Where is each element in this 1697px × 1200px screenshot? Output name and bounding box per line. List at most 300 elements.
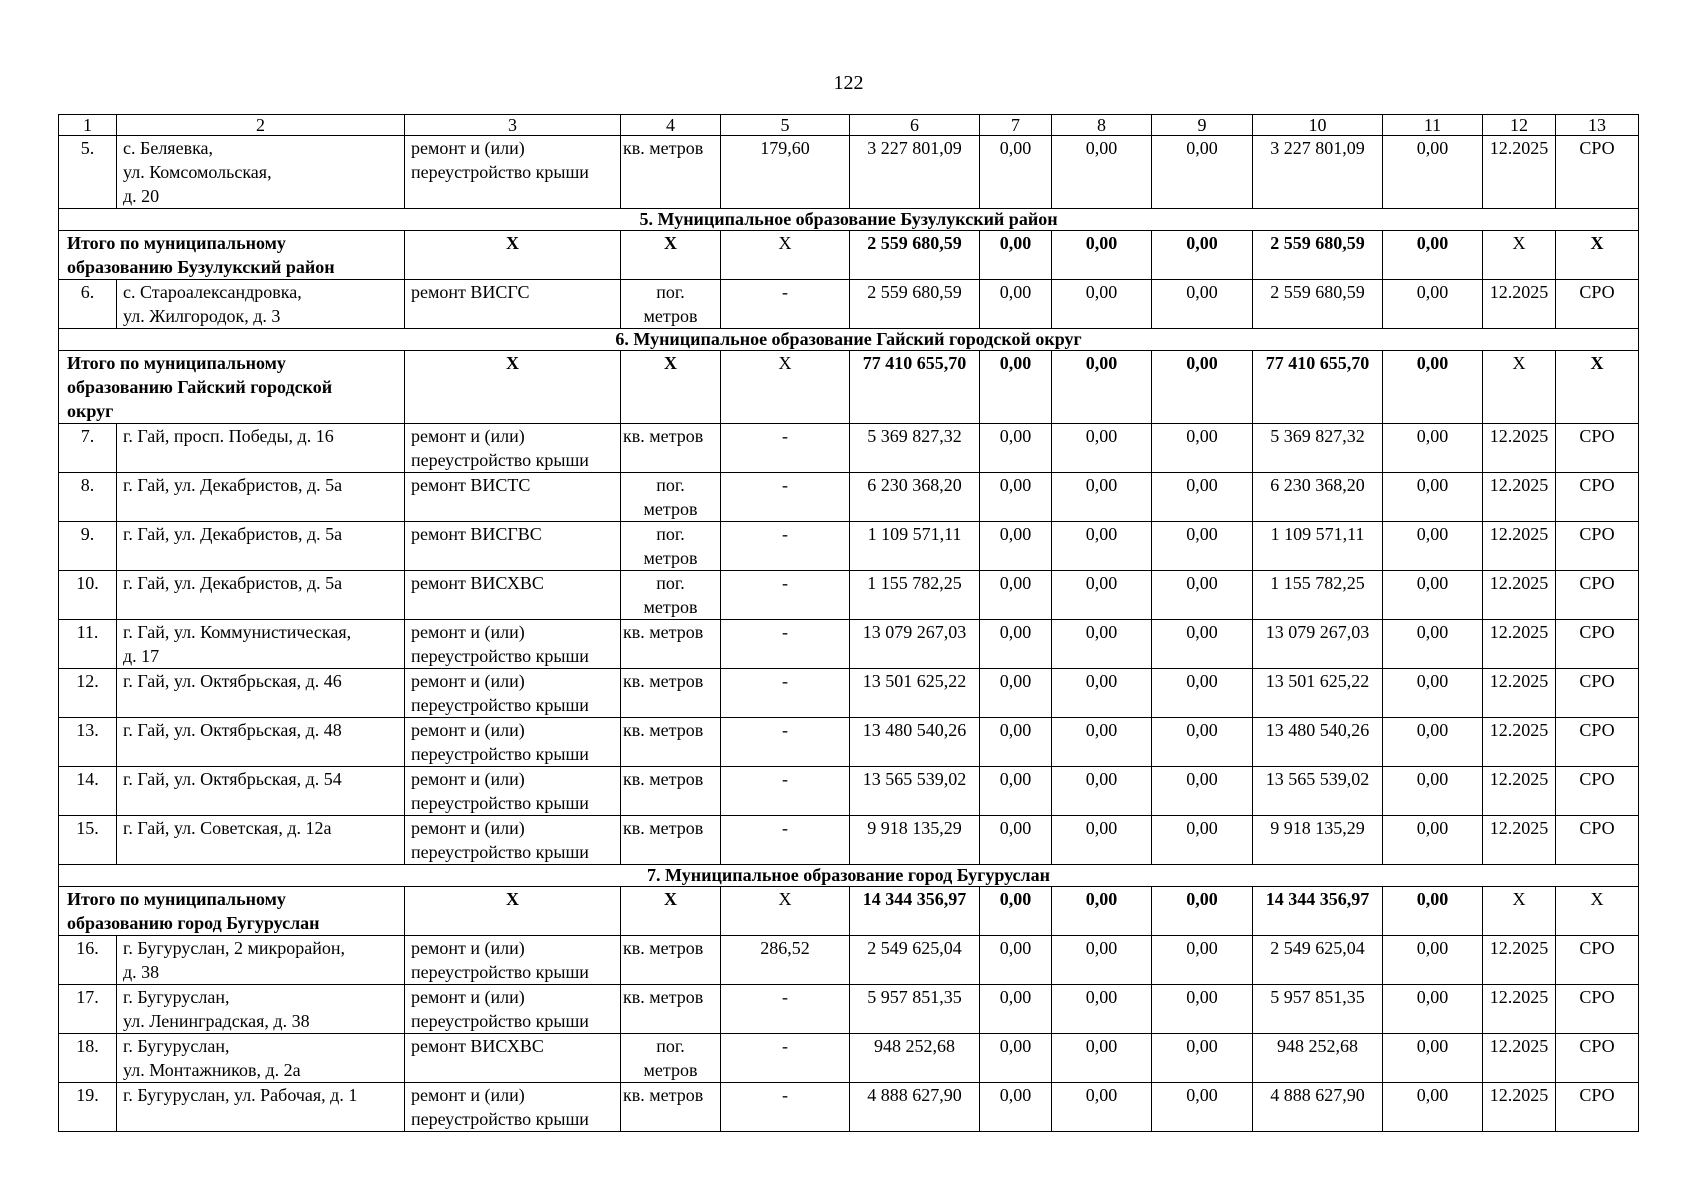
total-cost-cell: 5 369 827,32: [850, 424, 980, 473]
work-type-cell-line: ремонт и (или): [411, 720, 525, 740]
row-index: 8.: [59, 473, 117, 522]
fund-col7-cell: 0,00: [980, 280, 1052, 329]
row-index: 12.: [59, 669, 117, 718]
method-cell: СРО: [1556, 767, 1639, 816]
fund-col9-cell: 0,00: [1152, 473, 1253, 522]
date-cell: 12.2025: [1483, 1034, 1556, 1083]
fund-col8-cell: 0,00: [1052, 936, 1152, 985]
fund-col8-cell: 0,00: [1052, 718, 1152, 767]
fund-col7-cell: 0,00: [980, 136, 1052, 209]
page-number: 122: [833, 72, 864, 94]
subtotal-label-line: Итого по муниципальному: [67, 889, 286, 909]
unit-cell-line: кв. метров: [623, 671, 704, 691]
date-cell: 12.2025: [1483, 1083, 1556, 1132]
fund-col9-cell: 0,00: [1152, 669, 1253, 718]
unit-cell-line: пог.: [656, 1036, 685, 1056]
fund-col11-cell: 0,00: [1383, 522, 1483, 571]
subtotal-row: [59, 887, 1639, 936]
fund-col7-cell: 0,00: [980, 1083, 1052, 1132]
column-number: 13: [1556, 115, 1639, 136]
section-heading-row: [59, 209, 1639, 231]
unit-cell-line: кв. метров: [623, 138, 704, 158]
work-type-cell-line: ремонт ВИСТС: [411, 475, 531, 495]
fund-col9-cell: 0,00: [1152, 351, 1253, 424]
unit-cell-line: кв. метров: [623, 987, 704, 1007]
address-cell-line: ул. Комсомольская,: [123, 162, 272, 182]
address-cell-line: г. Гай, ул. Октябрьская, д. 48: [123, 720, 342, 740]
work-type-cell-line: ремонт и (или): [411, 671, 525, 691]
unit-cell-line: пог.: [656, 282, 685, 302]
subtotal-label: [59, 887, 405, 936]
fund-col9-cell: 0,00: [1152, 280, 1253, 329]
date-cell: 12.2025: [1483, 620, 1556, 669]
address-cell-line: г. Гай, ул. Октябрьская, д. 54: [123, 769, 342, 789]
header-row: [59, 115, 1639, 136]
method-cell: СРО: [1556, 936, 1639, 985]
fund-col9-cell: 0,00: [1152, 522, 1253, 571]
unit-cell-line: метров: [643, 1060, 698, 1080]
date-cell: X: [1483, 351, 1556, 424]
table-row: [59, 620, 1639, 669]
unit-cell: X: [621, 351, 721, 424]
total-cost-cell: 9 918 135,29: [850, 816, 980, 865]
fund-col10-cell: 77 410 655,70: [1253, 351, 1383, 424]
table-row: [59, 1034, 1639, 1083]
address-cell-line: ул. Ленинградская, д. 38: [123, 1011, 310, 1031]
work-type-cell-line: ремонт и (или): [411, 769, 525, 789]
unit-cell-line: метров: [643, 548, 698, 568]
column-number: 5: [721, 115, 850, 136]
fund-col8-cell: 0,00: [1052, 522, 1152, 571]
quantity-cell: -: [721, 718, 850, 767]
fund-col8-cell: 0,00: [1052, 424, 1152, 473]
method-cell: СРО: [1556, 522, 1639, 571]
date-cell: 12.2025: [1483, 767, 1556, 816]
fund-col8-cell: 0,00: [1052, 231, 1152, 280]
unit-cell: [621, 424, 721, 473]
fund-col9-cell: 0,00: [1152, 816, 1253, 865]
subtotal-label-line: образованию Бузулукский район: [67, 257, 335, 277]
method-cell: СРО: [1556, 1083, 1639, 1132]
work-type-cell-line: ремонт ВИСХВС: [411, 1036, 544, 1056]
fund-col9-cell: 0,00: [1152, 718, 1253, 767]
unit-cell: [621, 1083, 721, 1132]
fund-col9-cell: 0,00: [1152, 936, 1253, 985]
fund-col10-cell: 13 079 267,03: [1253, 620, 1383, 669]
unit-cell: X: [621, 887, 721, 936]
work-type-cell-line: ремонт и (или): [411, 622, 525, 642]
section-title: 7. Муниципальное образование город Бугуруслан: [59, 865, 1639, 887]
work-type-cell: [405, 1034, 621, 1083]
work-type-cell-line: ремонт и (или): [411, 426, 525, 446]
method-cell: СРО: [1556, 136, 1639, 209]
fund-col11-cell: 0,00: [1383, 620, 1483, 669]
unit-cell: [621, 136, 721, 209]
method-cell: СРО: [1556, 718, 1639, 767]
fund-col8-cell: 0,00: [1052, 571, 1152, 620]
date-cell: 12.2025: [1483, 718, 1556, 767]
unit-cell: [621, 571, 721, 620]
total-cost-cell: 13 565 539,02: [850, 767, 980, 816]
table-body: [59, 115, 1639, 1132]
date-cell: 12.2025: [1483, 136, 1556, 209]
column-number: 8: [1052, 115, 1152, 136]
fund-col10-cell: 13 501 625,22: [1253, 669, 1383, 718]
unit-cell-line: пог.: [656, 475, 685, 495]
work-type-cell: [405, 718, 621, 767]
column-number: 6: [850, 115, 980, 136]
table-row: [59, 522, 1639, 571]
fund-col9-cell: 0,00: [1152, 1034, 1253, 1083]
subtotal-label-line: округ: [67, 401, 114, 421]
address-cell-line: д. 38: [123, 962, 160, 982]
address-cell: [117, 1034, 405, 1083]
fund-col8-cell: 0,00: [1052, 473, 1152, 522]
fund-col10-cell: 3 227 801,09: [1253, 136, 1383, 209]
date-cell: 12.2025: [1483, 473, 1556, 522]
row-index: 18.: [59, 1034, 117, 1083]
address-cell-line: г. Гай, ул. Декабристов, д. 5а: [123, 573, 343, 593]
address-cell: [117, 669, 405, 718]
unit-cell-line: кв. метров: [623, 622, 704, 642]
method-cell: СРО: [1556, 669, 1639, 718]
work-type-cell: [405, 1083, 621, 1132]
address-cell: [117, 424, 405, 473]
unit-cell: [621, 522, 721, 571]
fund-col8-cell: 0,00: [1052, 1083, 1152, 1132]
fund-col10-cell: 1 109 571,11: [1253, 522, 1383, 571]
fund-col10-cell: 948 252,68: [1253, 1034, 1383, 1083]
work-type-cell-line: переустройство крыши: [411, 450, 589, 470]
address-cell-line: с. Беляевка,: [123, 138, 214, 158]
total-cost-cell: 13 501 625,22: [850, 669, 980, 718]
table-row: [59, 669, 1639, 718]
work-type-cell-line: переустройство крыши: [411, 793, 589, 813]
column-number: 2: [117, 115, 405, 136]
row-index: 7.: [59, 424, 117, 473]
row-index: 11.: [59, 620, 117, 669]
total-cost-cell: 948 252,68: [850, 1034, 980, 1083]
quantity-cell: X: [721, 231, 850, 280]
work-type-cell: [405, 280, 621, 329]
work-type-cell: [405, 985, 621, 1034]
total-cost-cell: 13 079 267,03: [850, 620, 980, 669]
column-number: 4: [621, 115, 721, 136]
address-cell: [117, 620, 405, 669]
column-number: 11: [1383, 115, 1483, 136]
unit-cell-line: кв. метров: [623, 769, 704, 789]
address-cell: [117, 816, 405, 865]
subtotal-label-line: образованию город Бугуруслан: [67, 913, 320, 933]
work-type-cell: [405, 816, 621, 865]
address-cell-line: г. Бугуруслан, 2 микрорайон,: [123, 938, 346, 958]
fund-col11-cell: 0,00: [1383, 473, 1483, 522]
date-cell: 12.2025: [1483, 424, 1556, 473]
address-cell: [117, 136, 405, 209]
fund-col9-cell: 0,00: [1152, 767, 1253, 816]
unit-cell-line: пог.: [656, 524, 685, 544]
work-type-cell-line: ремонт ВИСХВС: [411, 573, 544, 593]
date-cell: 12.2025: [1483, 936, 1556, 985]
fund-col7-cell: 0,00: [980, 816, 1052, 865]
row-index: 14.: [59, 767, 117, 816]
work-type-cell: X: [405, 231, 621, 280]
table-row: [59, 718, 1639, 767]
quantity-cell: -: [721, 522, 850, 571]
date-cell: 12.2025: [1483, 280, 1556, 329]
fund-col8-cell: 0,00: [1052, 351, 1152, 424]
work-type-cell-line: переустройство крыши: [411, 695, 589, 715]
fund-col10-cell: 14 344 356,97: [1253, 887, 1383, 936]
unit-cell: [621, 816, 721, 865]
unit-cell-line: кв. метров: [623, 818, 704, 838]
fund-col11-cell: 0,00: [1383, 424, 1483, 473]
fund-col7-cell: 0,00: [980, 571, 1052, 620]
fund-col10-cell: 5 957 851,35: [1253, 985, 1383, 1034]
method-cell: X: [1556, 351, 1639, 424]
work-type-cell-line: ремонт и (или): [411, 138, 525, 158]
quantity-cell: -: [721, 767, 850, 816]
address-cell-line: ул. Монтажников, д. 2а: [123, 1060, 301, 1080]
fund-col10-cell: 13 565 539,02: [1253, 767, 1383, 816]
total-cost-cell: 77 410 655,70: [850, 351, 980, 424]
total-cost-cell: 1 155 782,25: [850, 571, 980, 620]
fund-col8-cell: 0,00: [1052, 620, 1152, 669]
work-type-cell: [405, 522, 621, 571]
date-cell: 12.2025: [1483, 669, 1556, 718]
work-type-cell-line: переустройство крыши: [411, 744, 589, 764]
fund-col7-cell: 0,00: [980, 985, 1052, 1034]
work-type-cell-line: переустройство крыши: [411, 646, 589, 666]
work-type-cell: X: [405, 351, 621, 424]
method-cell: СРО: [1556, 816, 1639, 865]
fund-col10-cell: 4 888 627,90: [1253, 1083, 1383, 1132]
fund-col7-cell: 0,00: [980, 473, 1052, 522]
row-index: 17.: [59, 985, 117, 1034]
work-type-cell-line: ремонт и (или): [411, 818, 525, 838]
fund-col7-cell: 0,00: [980, 231, 1052, 280]
address-cell: [117, 571, 405, 620]
unit-cell: [621, 280, 721, 329]
quantity-cell: X: [721, 887, 850, 936]
address-cell-line: г. Бугуруслан,: [123, 1036, 230, 1056]
table-row: [59, 936, 1639, 985]
subtotal-label-line: Итого по муниципальному: [67, 353, 286, 373]
column-number: 9: [1152, 115, 1253, 136]
fund-col11-cell: 0,00: [1383, 985, 1483, 1034]
work-type-cell: X: [405, 887, 621, 936]
unit-cell-line: метров: [643, 306, 698, 326]
total-cost-cell: 2 549 625,04: [850, 936, 980, 985]
work-type-cell-line: ремонт и (или): [411, 1085, 525, 1105]
method-cell: СРО: [1556, 620, 1639, 669]
unit-cell-line: кв. метров: [623, 426, 704, 446]
fund-col11-cell: 0,00: [1383, 669, 1483, 718]
method-cell: СРО: [1556, 473, 1639, 522]
address-cell-line: г. Гай, просп. Победы, д. 16: [123, 426, 334, 446]
address-cell: [117, 985, 405, 1034]
table-row: [59, 816, 1639, 865]
subtotal-label-line: образованию Гайский городской: [67, 377, 333, 397]
subtotal-row: [59, 351, 1639, 424]
column-number: 7: [980, 115, 1052, 136]
address-cell-line: г. Гай, ул. Декабристов, д. 5а: [123, 475, 343, 495]
address-cell: [117, 718, 405, 767]
quantity-cell: -: [721, 985, 850, 1034]
fund-col10-cell: 5 369 827,32: [1253, 424, 1383, 473]
method-cell: СРО: [1556, 424, 1639, 473]
total-cost-cell: 6 230 368,20: [850, 473, 980, 522]
quantity-cell: 286,52: [721, 936, 850, 985]
work-type-cell-line: переустройство крыши: [411, 162, 589, 182]
work-type-cell-line: ремонт ВИСГВС: [411, 524, 542, 544]
section-heading-row: [59, 329, 1639, 351]
fund-col8-cell: 0,00: [1052, 767, 1152, 816]
fund-col9-cell: 0,00: [1152, 231, 1253, 280]
fund-col11-cell: 0,00: [1383, 1083, 1483, 1132]
total-cost-cell: 2 559 680,59: [850, 280, 980, 329]
row-index: 6.: [59, 280, 117, 329]
work-type-cell-line: переустройство крыши: [411, 842, 589, 862]
unit-cell: X: [621, 231, 721, 280]
fund-col11-cell: 0,00: [1383, 351, 1483, 424]
table-row: [59, 767, 1639, 816]
method-cell: СРО: [1556, 571, 1639, 620]
fund-col7-cell: 0,00: [980, 718, 1052, 767]
fund-col11-cell: 0,00: [1383, 231, 1483, 280]
fund-col11-cell: 0,00: [1383, 280, 1483, 329]
address-cell-line: г. Гай, ул. Декабристов, д. 5а: [123, 524, 343, 544]
address-cell: [117, 767, 405, 816]
work-type-cell-line: ремонт и (или): [411, 938, 525, 958]
table-row: [59, 1083, 1639, 1132]
work-type-cell-line: ремонт и (или): [411, 987, 525, 1007]
fund-col10-cell: 2 559 680,59: [1253, 280, 1383, 329]
unit-cell-line: кв. метров: [623, 938, 704, 958]
fund-col10-cell: 9 918 135,29: [1253, 816, 1383, 865]
fund-col9-cell: 0,00: [1152, 985, 1253, 1034]
row-index: 10.: [59, 571, 117, 620]
date-cell: X: [1483, 887, 1556, 936]
address-cell-line: г. Гай, ул. Коммунистическая,: [123, 622, 352, 642]
address-cell: [117, 1083, 405, 1132]
quantity-cell: -: [721, 816, 850, 865]
row-index: 15.: [59, 816, 117, 865]
subtotal-label-line: Итого по муниципальному: [67, 233, 286, 253]
unit-cell-line: метров: [643, 597, 698, 617]
work-type-cell: [405, 424, 621, 473]
total-cost-cell: 4 888 627,90: [850, 1083, 980, 1132]
fund-col11-cell: 0,00: [1383, 767, 1483, 816]
fund-col7-cell: 0,00: [980, 522, 1052, 571]
total-cost-cell: 14 344 356,97: [850, 887, 980, 936]
subtotal-label: [59, 351, 405, 424]
address-cell: [117, 522, 405, 571]
total-cost-cell: 2 559 680,59: [850, 231, 980, 280]
quantity-cell: -: [721, 620, 850, 669]
fund-col9-cell: 0,00: [1152, 136, 1253, 209]
address-cell: [117, 473, 405, 522]
fund-col9-cell: 0,00: [1152, 1083, 1253, 1132]
quantity-cell: 179,60: [721, 136, 850, 209]
work-type-cell-line: переустройство крыши: [411, 1011, 589, 1031]
unit-cell: [621, 936, 721, 985]
total-cost-cell: 1 109 571,11: [850, 522, 980, 571]
address-cell-line: г. Бугуруслан,: [123, 987, 230, 1007]
method-cell: X: [1556, 231, 1639, 280]
quantity-cell: -: [721, 669, 850, 718]
fund-col7-cell: 0,00: [980, 351, 1052, 424]
unit-cell: [621, 669, 721, 718]
fund-col10-cell: 13 480 540,26: [1253, 718, 1383, 767]
table-row: [59, 473, 1639, 522]
quantity-cell: -: [721, 473, 850, 522]
unit-cell-line: метров: [643, 499, 698, 519]
fund-col11-cell: 0,00: [1383, 718, 1483, 767]
address-cell-line: д. 17: [123, 646, 160, 666]
unit-cell: [621, 985, 721, 1034]
column-number: 12: [1483, 115, 1556, 136]
total-cost-cell: 13 480 540,26: [850, 718, 980, 767]
address-cell-line: г. Гай, ул. Октябрьская, д. 46: [123, 671, 342, 691]
fund-col8-cell: 0,00: [1052, 816, 1152, 865]
quantity-cell: X: [721, 351, 850, 424]
column-number: 3: [405, 115, 621, 136]
fund-col8-cell: 0,00: [1052, 280, 1152, 329]
row-index: 9.: [59, 522, 117, 571]
work-type-cell: [405, 936, 621, 985]
address-cell-line: ул. Жилгородок, д. 3: [123, 306, 281, 326]
address-cell-line: г. Гай, ул. Советская, д. 12а: [123, 818, 332, 838]
subtotal-row: [59, 231, 1639, 280]
work-type-cell: [405, 669, 621, 718]
total-cost-cell: 5 957 851,35: [850, 985, 980, 1034]
fund-col9-cell: 0,00: [1152, 620, 1253, 669]
subtotal-label: [59, 231, 405, 280]
unit-cell: [621, 473, 721, 522]
fund-col9-cell: 0,00: [1152, 424, 1253, 473]
fund-col11-cell: 0,00: [1383, 936, 1483, 985]
fund-col8-cell: 0,00: [1052, 136, 1152, 209]
unit-cell: [621, 767, 721, 816]
fund-col9-cell: 0,00: [1152, 887, 1253, 936]
quantity-cell: -: [721, 280, 850, 329]
section-heading-row: [59, 865, 1639, 887]
table-row: [59, 136, 1639, 209]
column-number: 1: [59, 115, 117, 136]
quantity-cell: -: [721, 424, 850, 473]
fund-col7-cell: 0,00: [980, 669, 1052, 718]
method-cell: СРО: [1556, 280, 1639, 329]
date-cell: 12.2025: [1483, 985, 1556, 1034]
fund-col7-cell: 0,00: [980, 887, 1052, 936]
fund-col8-cell: 0,00: [1052, 887, 1152, 936]
work-type-cell-line: ремонт ВИСГС: [411, 282, 530, 302]
row-index: 5.: [59, 136, 117, 209]
method-cell: X: [1556, 887, 1639, 936]
row-index: 16.: [59, 936, 117, 985]
fund-col11-cell: 0,00: [1383, 816, 1483, 865]
address-cell-line: с. Староалександровка,: [123, 282, 302, 302]
method-cell: СРО: [1556, 985, 1639, 1034]
fund-col7-cell: 0,00: [980, 1034, 1052, 1083]
work-type-cell: [405, 136, 621, 209]
date-cell: 12.2025: [1483, 816, 1556, 865]
unit-cell-line: кв. метров: [623, 1085, 704, 1105]
work-type-cell: [405, 473, 621, 522]
method-cell: СРО: [1556, 1034, 1639, 1083]
fund-col7-cell: 0,00: [980, 620, 1052, 669]
